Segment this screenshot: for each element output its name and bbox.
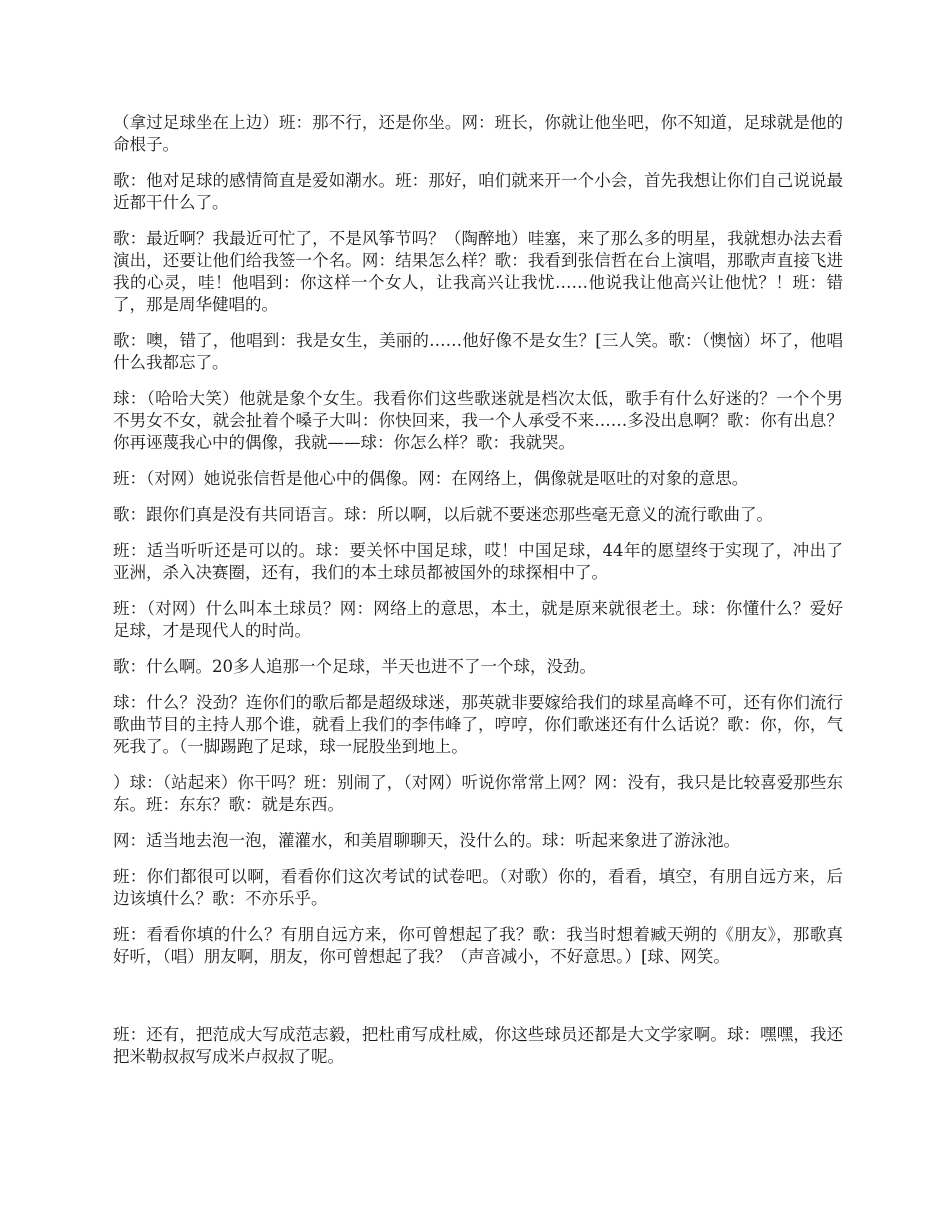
paragraph-8: 班：适当听听还是可以的。球：要关怀中国足球，哎！中国足球，44年的愿望终于实现了，冲出了亚洲，杀入决赛圈，还有，我们的本土球员都被国外的球探相中了。: [113, 541, 843, 582]
document-body: [113, 112, 843, 1082]
paragraph-13: 网：适当地去泡一泡，灌灌水，和美眉聊聊天，没什么的。球：听起来象进了游泳池。: [113, 831, 740, 850]
paragraph-2: 歌：他对足球的感情简直是爱如潮水。班：那好，咱们就来开一个小会，首先我想让你们自己说说最近都干什么了。: [113, 171, 843, 212]
paragraph-1: （拿过足球坐在上边）班：那不行，还是你坐。网：班长，你就让他坐吧，你不知道，足球就是他的命根子。: [113, 113, 843, 154]
paragraph-14: 班：你们都很可以啊，看看你们这次考试的试卷吧。（对歌）你的，看看，填空，有朋自远方来，后边该填什么？歌：不亦乐乎。: [113, 867, 843, 908]
paragraph-9: 班：（对网）什么叫本土球员？网：网络上的意思，本土，就是原来就很老土。球：你懂什么？爱好足球，才是现代人的时尚。: [113, 599, 843, 640]
paragraph-5: 球：（哈哈大笑）他就是象个女生。我看你们这些歌迷就是档次太低，歌手有什么好迷的？一个个男不男女不女，就会扯着个嗓子大叫：你快回来，我一个人承受不来……多没出息啊？歌：你有出息？你再诬蔑我心中的偶像，我就——球：你怎么样？歌：我就哭。: [113, 389, 843, 452]
paragraph-3: 歌：最近啊？我最近可忙了，不是风筝节吗？（陶醉地）哇塞，来了那么多的明星，我就想办法去看演出，还要让他们给我签一个名。网：结果怎么样？歌：我看到张信哲在台上演唱，那歌声直接飞进我的心灵，哇！他唱到：你这样一个女人，让我高兴让我忧……他说我让他高兴让他忧？！班：错了，那是周华健唱的。: [113, 229, 843, 314]
paragraph-16: 班：还有，把范成大写成范志毅，把杜甫写成杜威，你这些球员还都是大文学家啊。球：嘿嘿，我还把米勒叔叔写成米卢叔叔了呢。: [113, 1025, 843, 1066]
paragraph-6: 班：（对网）她说张信哲是他心中的偶像。网：在网络上，偶像就是呕吐的对象的意思。: [113, 469, 749, 488]
paragraph-10: 歌：什么啊。20多人追那一个足球，半天也进不了一个球，没劲。: [113, 657, 596, 676]
paragraph-4: 歌：噢，错了，他唱到：我是女生，美丽的……他好像不是女生？[三人笑。歌：（懊恼）坏了，他唱什么我都忘了。: [113, 331, 843, 372]
paragraph-15: 班：看看你填的什么？有朋自远方来，你可曾想起了我？歌：我当时想着臧天朔的《朋友》，那歌真好听，（唱）朋友啊，朋友，你可曾想起了我？（声音减小，不好意思。）[球、网笑。: [113, 925, 843, 966]
paragraph-7: 歌：跟你们真是没有共同语言。球：所以啊，以后就不要迷恋那些毫无意义的流行歌曲了。: [113, 505, 773, 524]
paragraph-11: 球：什么？没劲？连你们的歌后都是超级球迷，那英就非要嫁给我们的球星高峰不可，还有你们流行歌曲节目的主持人那个谁，就看上我们的李伟峰了，哼哼，你们歌迷还有什么话说？歌：你，你，气死我了。（一脚踢跑了足球，球一屁股坐到地上。: [113, 693, 843, 756]
paragraph-12: ）球：（站起来）你干吗？班：别闹了，（对网）听说你常常上网？网：没有，我只是比较喜爱那些东东。班：东东？歌：就是东西。: [113, 773, 843, 814]
